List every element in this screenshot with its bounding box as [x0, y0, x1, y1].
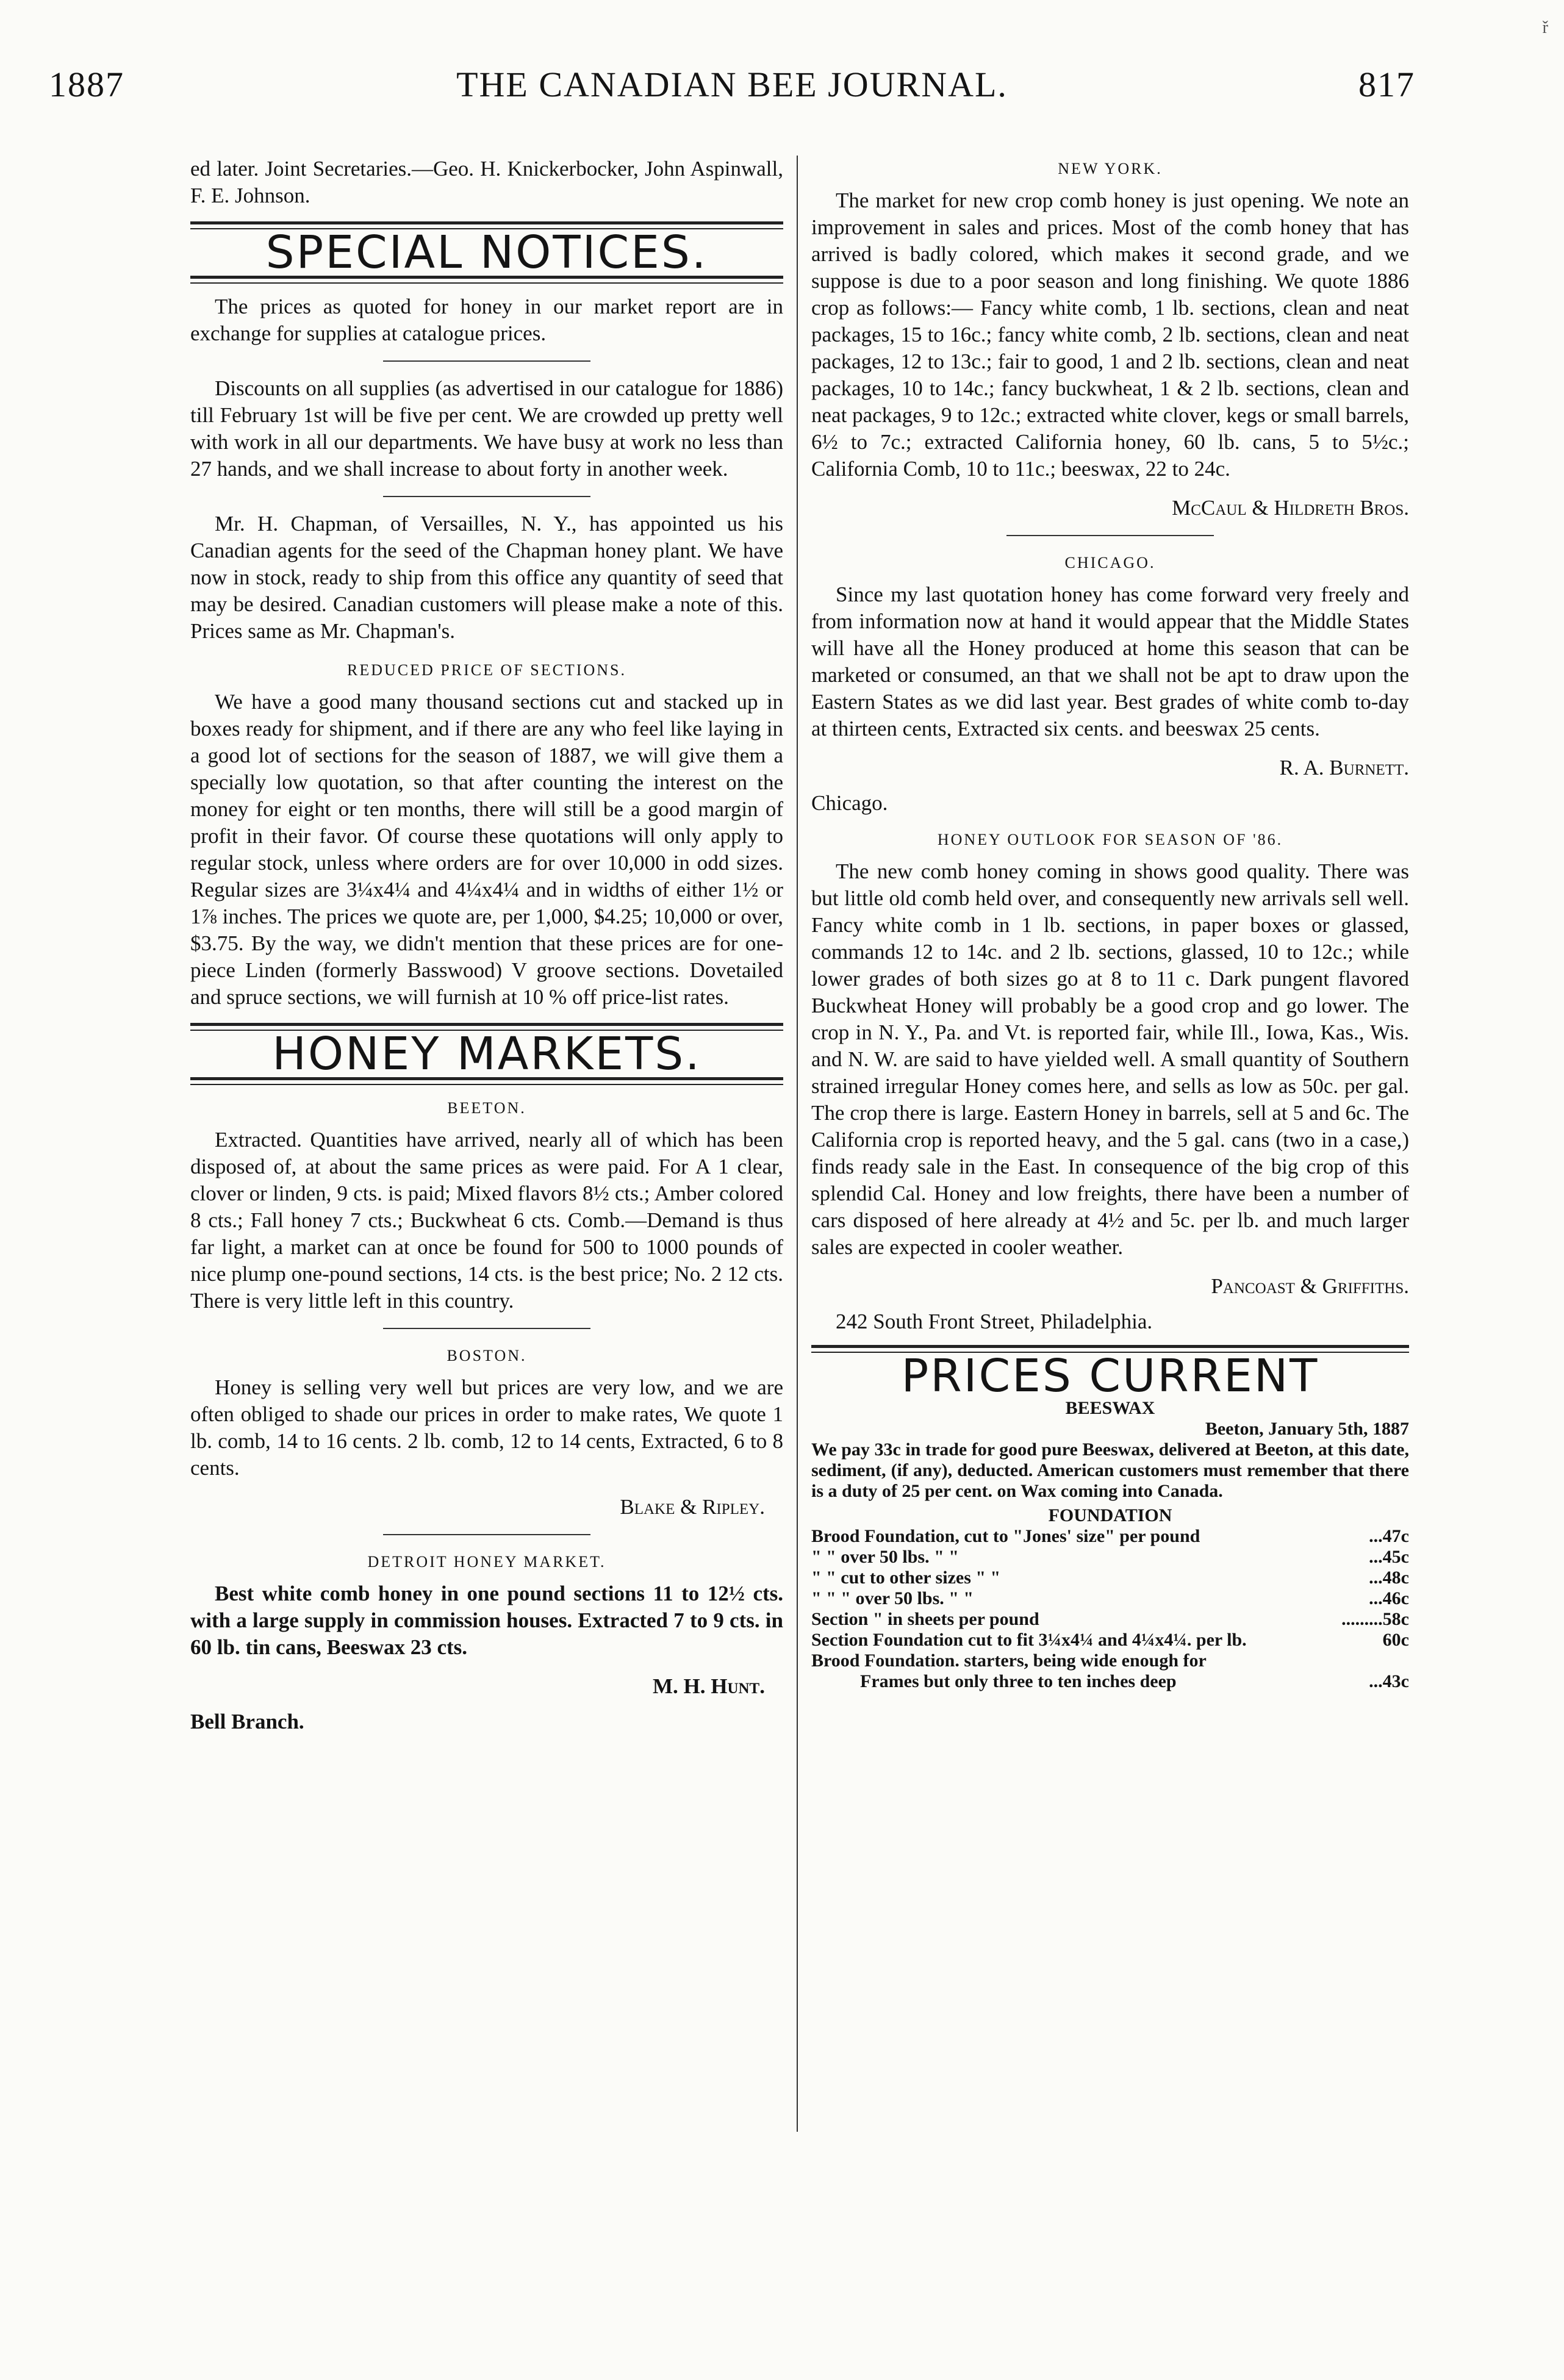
short-rule — [383, 1534, 590, 1535]
price-row: " " over 50 lbs. " " ...45c — [811, 1547, 1409, 1567]
beeswax-heading: BEESWAX — [1065, 1398, 1155, 1418]
page-header — [49, 64, 1415, 113]
header-year: 1887 — [49, 65, 124, 104]
column-divider — [797, 156, 798, 2132]
outlook-text: The new comb honey coming in shows good quality. There was but little old comb held over, and consequently new arrivals sell well. Fancy white comb in 1 lb. sections, in paper boxes or glassed, commands 12 to 14c. and 2 lb. sections, glassed, 10 to 12c.; while lower grades of both sizes go at 8 to 11 c. Dark pungent flavored Buckwheat Honey will probably be a good crop and go lower. The crop in N. Y., Pa. and Vt. is reported fair, while Ill., Iowa, Kas., Wis. and N. W. are said to have yielded well. A small quantity of Southern strained irregular Honey comes here, and sells as low as 50c. per gal. The crop there is large. Eastern Honey in barrels, sell at 5 and 6c. The California crop is reported heavy, and the 5 gal. cans (two in a case,) finds ready sale in the East. In consequence of the big crop of this splendid Cal. Honey and low freights, there have been a number of cars disposed of here already at 4½ and 5c. per lb. and much larger sales are expected in cooler weather. — [811, 859, 1409, 1259]
newyork-text: The market for new crop comb honey is just opening. We note an improvement in sales and prices. Most of the comb honey that has arrived is badly colored, which makes it second grade, and we suppose is due to a poor season and long finishing. We quote 1886 crop as follows:— Fancy white comb, 1 lb. sections, clean and neat packages, 15 to 16c.; fancy white comb, 2 lb. sections, clean and neat packages, 12 to 13c.; fair to good, 1 and 2 lb. sections, clean and neat packages, 10 to 14c.; fancy buckwheat, 1 & 2 lb. sections, clean and neat packages, 9 to 12c.; extracted white clover, kegs or small barrels, 6½ to 7c.; extracted California honey, 60 lb. cans, 5 to 5½c.; California Comb, 10 to 11c.; beeswax, 22 to 24c. — [811, 188, 1409, 481]
detroit-signature: M. H. Hunt. — [652, 1674, 765, 1698]
beeswax-text: We pay 33c in trade for good pure Beeswax, delivered at Beeton, at this date, sediment, (if any), deducted. American customers must remember that there is a duty of 25 per cent. on Wax coming into Canada. — [811, 1439, 1409, 1501]
price-row: Brood Foundation, cut to "Jones' size" per pound ...47c — [811, 1526, 1409, 1546]
foundation-heading: FOUNDATION — [1048, 1505, 1172, 1525]
chicago-place: Chicago. — [811, 791, 888, 815]
boston-heading: BOSTON. — [447, 1347, 527, 1364]
outlook-signature: Pancoast & Griffiths. — [1211, 1274, 1409, 1298]
left-column — [190, 156, 783, 1744]
boston-signature: Blake & Ripley. — [620, 1495, 765, 1519]
price-row: " " cut to other sizes " " ...48c — [811, 1568, 1409, 1588]
beeswax-date: Beeton, January 5th, 1887 — [1205, 1419, 1409, 1439]
short-rule — [383, 496, 590, 497]
intro-text: ed later. Joint Secretaries.—Geo. H. Knickerbocker, John Aspinwall, F. E. Johnson. — [190, 157, 783, 207]
short-rule — [1006, 535, 1214, 536]
notice-paragraph: Mr. H. Chapman, of Versailles, N. Y., has appointed us his Canadian agents for the seed of the Chapman honey plant. We have now in stock, ready to ship from this office any quantity of seed that may be desired. Canadian customers will please make a note of this. Prices same as Mr. Chapman's. — [190, 512, 783, 643]
short-rule — [383, 360, 590, 362]
outlook-heading: HONEY OUTLOOK FOR SEASON OF '86. — [937, 831, 1283, 848]
outlook-address: 242 South Front Street, Philadelphia. — [836, 1310, 1153, 1333]
price-row: Frames but only three to ten inches deep ...43c — [860, 1671, 1409, 1691]
newyork-heading: NEW YORK. — [1058, 160, 1163, 177]
price-row: Section Foundation cut to fit 3¼x4¼ and 4¼x4¼. per lb. 60c — [811, 1630, 1409, 1650]
short-rule — [383, 1328, 590, 1329]
notice-paragraph: Discounts on all supplies (as advertised in our catalogue for 1886) till February 1st will be five per cent. We are crowded up pretty well with work in all our departments. We have busy at work no less than 27 hands, and we shall increase to about forty in another week. — [190, 376, 783, 481]
chicago-signature: R. A. Burnett. — [1279, 756, 1409, 780]
price-row: " " " over 50 lbs. " " ...46c — [811, 1588, 1409, 1608]
detroit-place: Bell Branch. — [190, 1710, 304, 1733]
newyork-signature: McCaul & Hildreth Bros. — [1172, 496, 1409, 520]
prices-current-title: PRICES CURRENT — [901, 1350, 1319, 1402]
prices-current-section — [811, 1398, 1409, 1692]
page-number: 817 — [1358, 65, 1415, 104]
honey-markets-title: HONEY MARKETS. — [272, 1028, 701, 1080]
chicago-text: Since my last quotation honey has come forward very freely and from information now at hand it would appear that the Middle States will have all the Honey produced at home this season that can be marketed or consumed, an that we shall not be apt to draw upon the Eastern States as we did last year. Best grades of white comb to-day at thirteen cents, Extracted six cents. and beeswax 25 cents. — [811, 582, 1409, 740]
margin-mark: ř — [1542, 18, 1548, 37]
beeton-text: Extracted. Quantities have arrived, nearly all of which has been disposed of, at about the same prices as were paid. For A 1 clear, clover or linden, 9 cts. is paid; Mixed flavors 8½ cts.; Amber colored 8 cts.; Fall honey 7 cts.; Buckwheat 6 cts. Comb.—Demand is thus far light, a market can at once be found for 500 to 1000 pounds of nice plump one-pound sections, 14 cts. is the best price; No. 2 12 cts. There is very little left in this country. — [190, 1128, 783, 1313]
notice-paragraph: The prices as quoted for honey in our market report are in exchange for supplies at catalogue prices. — [190, 295, 783, 345]
price-row: Section " in sheets per pound .........58c — [811, 1609, 1409, 1629]
price-row: Brood Foundation. starters, being wide enough for — [811, 1651, 1207, 1671]
detroit-text: Best white comb honey in one pound sections 11 to 12½ cts. with a large supply in commission houses. Extracted 7 to 9 cts. in 60 lb. tin cans, Beeswax 23 cts. — [190, 1582, 783, 1659]
reduced-price-heading: REDUCED PRICE OF SECTIONS. — [347, 661, 626, 679]
right-column — [811, 156, 1409, 1692]
chicago-heading: CHICAGO. — [1064, 554, 1156, 572]
boston-text: Honey is selling very well but prices are very low, and we are often obliged to shade our prices in order to make rates, We quote 1 lb. comb, 14 to 16 cents. 2 lb. comb, 12 to 14 cents, Extracted, 6 to 8 cents. — [190, 1375, 783, 1480]
beeton-heading: BEETON. — [447, 1099, 526, 1117]
journal-title: THE CANADIAN BEE JOURNAL. — [456, 65, 1008, 104]
detroit-heading: DETROIT HONEY MARKET. — [367, 1553, 606, 1571]
special-notices-title: SPECIAL NOTICES. — [265, 226, 708, 279]
reduced-price-text: We have a good many thousand sections cut and stacked up in boxes ready for shipment, and if there are any who feel like laying in a good lot of sections for the season of 1887, we will give them a specially low quotation, so that after counting the interest on the money for eight or ten months, there will still be a good margin of profit in their favor. Of course these quotations will only apply to regular stock, unless where orders are for over 10,000 in odd sizes. Regular sizes are 3¼x4¼ and 4¼x4¼ and in widths of either 1½ or 1⅞ inches. The prices we quote are, per 1,000, $4.25; 10,000 or over, $3.75. By the way, we didn't mention that these prices are for one-piece Linden (formerly Basswood) V groove sections. Dovetailed and spruce sections, we will furnish at 10 % off price-list rates. — [190, 690, 783, 1009]
